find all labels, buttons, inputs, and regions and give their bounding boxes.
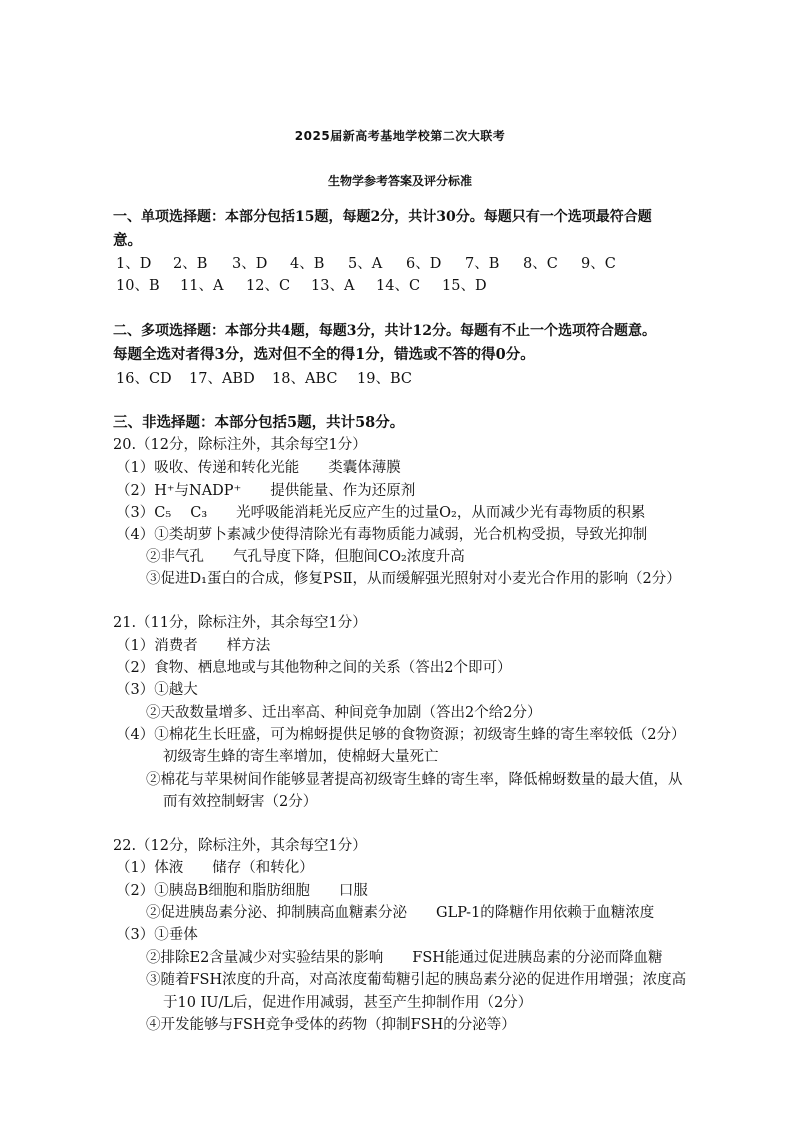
q21-line: （4）①棉花生长旺盛，可为棉蚜提供足够的食物资源；初级寄生蜂的寄生率较低（2分） xyxy=(116,727,686,743)
section1-heading-line2: 意。 xyxy=(113,232,142,249)
answer-2: 2、B xyxy=(173,256,208,272)
q21-line: （3）①越大 xyxy=(116,682,198,698)
section2-heading-line1: 二、多项选择题：本部分共4题，每题3分，共计12分。每题有不止一个选项符合题意。 xyxy=(113,323,656,339)
section3-heading: 三、非选择题：本部分包括5题，共计58分。 xyxy=(113,414,405,431)
answer-9: 9、C xyxy=(581,256,616,272)
q21-line: 初级寄生蜂的寄生率增加，使棉蚜大量死亡 xyxy=(163,749,439,765)
page-subtitle: 生物学参考答案及评分标准 xyxy=(327,174,472,188)
answer-3: 3、D xyxy=(232,256,268,272)
answer-18: 18、ABC xyxy=(272,371,338,387)
section1-heading-line1: 一、单项选择题：本部分包括15题，每题2分，共计30分。每题只有一个选项最符合题 xyxy=(113,209,652,225)
q22-header: 22.（12分，除标注外，其余每空1分） xyxy=(113,838,367,854)
q22-line: ②促进胰岛素分泌、抑制胰高血糖素分泌 GLP-1的降糖作用依赖于血糖浓度 xyxy=(146,905,655,921)
q21-line: ②棉花与苹果树间作能够显著提高初级寄生蜂的寄生率，降低棉蚜数量的最大值，从 xyxy=(146,772,683,788)
answer-4: 4、B xyxy=(290,256,325,272)
q20-line: （4）①类胡萝卜素减少使得清除光有毒物质能力减弱，光合机构受损，导致光抑制 xyxy=(116,527,648,543)
q21-line: （1）消费者 样方法 xyxy=(116,638,271,654)
q20-line: （2）H⁺与NADP⁺ 提供能量、作为还原剂 xyxy=(116,483,416,499)
q22-line: （1）体液 储存（和转化） xyxy=(116,860,314,876)
q20-line: ③促进D₁蛋白的合成，修复PSⅡ，从而缓解强光照射对小麦光合作用的影响（2分） xyxy=(146,571,681,587)
answer-11: 11、A xyxy=(180,278,224,294)
q20-line: （1）吸收、传递和转化光能 类囊体薄膜 xyxy=(116,460,401,476)
q22-line: （2）①胰岛B细胞和脂肪细胞 口服 xyxy=(116,883,368,899)
q21-line: ②天敌数量增多、迁出率高、种间竞争加剧（答出2个给2分） xyxy=(146,705,542,721)
answer-1: 1、D xyxy=(116,256,152,272)
q22-line: （3）①垂体 xyxy=(116,927,198,943)
q22-line: 于10 IU/L后，促进作用减弱，甚至产生抑制作用（2分） xyxy=(163,995,533,1011)
answer-5: 5、A xyxy=(348,256,383,272)
answer-12: 12、C xyxy=(246,278,291,294)
answer-10: 10、B xyxy=(116,278,160,294)
q21-header: 21.（11分，除标注外，其余每空1分） xyxy=(113,615,367,631)
answer-17: 17、ABD xyxy=(189,371,255,387)
page-title: 2025届新高考基地学校第二次大联考 xyxy=(294,129,506,143)
q22-line: ②排除E2含量减少对实验结果的影响 FSH能通过促进胰岛素的分泌而降血糖 xyxy=(146,950,663,966)
answer-14: 14、C xyxy=(376,278,421,294)
q20-line: （3）C₅ C₃ 光呼吸能消耗光反应产生的过量O₂，从而减少光有毒物质的积累 xyxy=(116,505,646,521)
q22-line: ④开发能够与FSH竞争受体的药物（抑制FSH的分泌等） xyxy=(146,1017,516,1033)
answer-16: 16、CD xyxy=(116,371,172,387)
q22-line: ③随着FSH浓度的升高，对高浓度葡萄糖引起的胰岛素分泌的促进作用增强；浓度高 xyxy=(146,972,687,988)
answer-15: 15、D xyxy=(442,278,487,294)
q21-line: 而有效控制蚜害（2分） xyxy=(163,794,318,810)
answer-19: 19、BC xyxy=(357,371,412,387)
q20-line: ②非气孔 气孔导度下降，但胞间CO₂浓度升高 xyxy=(146,549,465,565)
section2-heading-line2: 每题全选对者得3分，选对但不全的得1分，错选或不答的得0分。 xyxy=(113,346,535,363)
q20-header: 20.（12分，除标注外，其余每空1分） xyxy=(113,437,367,453)
answer-6: 6、D xyxy=(406,256,442,272)
answer-8: 8、C xyxy=(523,256,558,272)
answer-13: 13、A xyxy=(311,278,355,294)
q21-line: （2）食物、栖息地或与其他物种之间的关系（答出2个即可） xyxy=(116,660,512,676)
answer-7: 7、B xyxy=(465,256,500,272)
